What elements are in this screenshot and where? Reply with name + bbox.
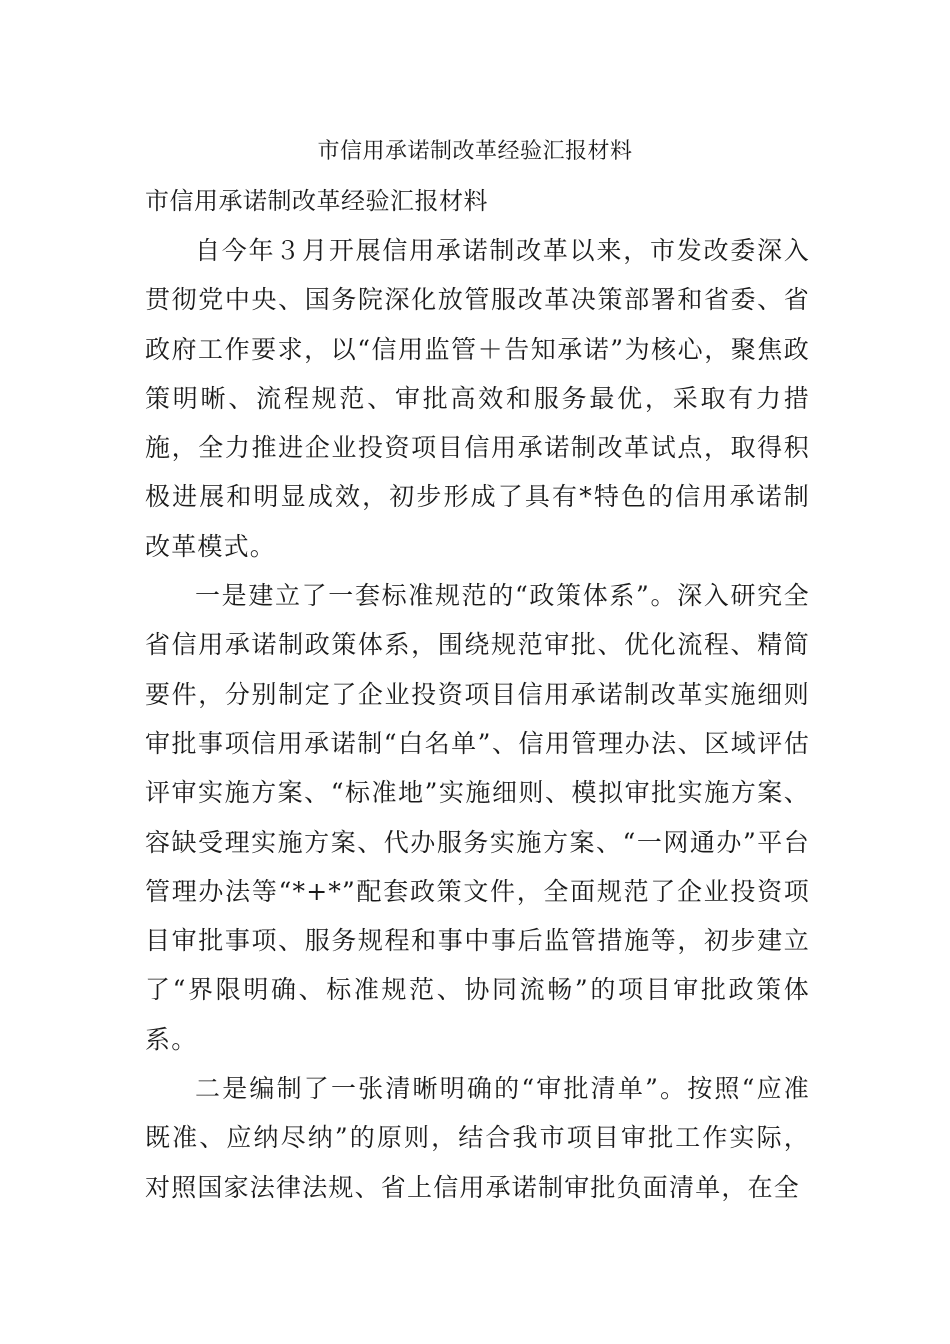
document-subtitle: 市信用承诺制改革经验汇报材料 [145,187,488,215]
document-title: 市信用承诺制改革经验汇报材料 [317,139,633,164]
paragraph-policy-system: 一是建立了一套标准规范的“政策体系”。深入研究全省信用承诺制政策体系，围绕规范审批、优化流程、精简要件，分别制定了企业投资项目信用承诺制改革实施细则审批事项信用承诺制“白名单”、信用管理办法、区域评估评审实施方案、“标准地”实施细则、模拟审批实施方案、容缺受理实施方案、代办服务实施方案、“一网通办”平台管理办法等“*+*”配套政策文件，全面规范了企业投资项目审批事项、服务规程和事中事后监管措施等，初步建立了“界限明确、标准规范、协同流畅”的项目审批政策体系。 [145,581,810,1054]
document-body [145,226,810,1212]
paragraph-approval-list: 二是编制了一张清晰明确的“审批清单”。按照“应准既准、应纳尽纳”的原则，结合我市项目审批工作实际，对照国家法律法规、省上信用承诺制审批负面清单，在全 [145,1074,810,1202]
paragraph-intro: 自今年３月开展信用承诺制改革以来，市发改委深入贯彻党中央、国务院深化放管服改革决策部署和省委、省政府工作要求，以“信用监管＋告知承诺”为核心，聚焦政策明晰、流程规范、审批高效和服务最优，采取有力措施，全力推进企业投资项目信用承诺制改革试点，取得积极进展和明显成效，初步形成了具有*特色的信用承诺制改革模式。 [145,236,810,561]
